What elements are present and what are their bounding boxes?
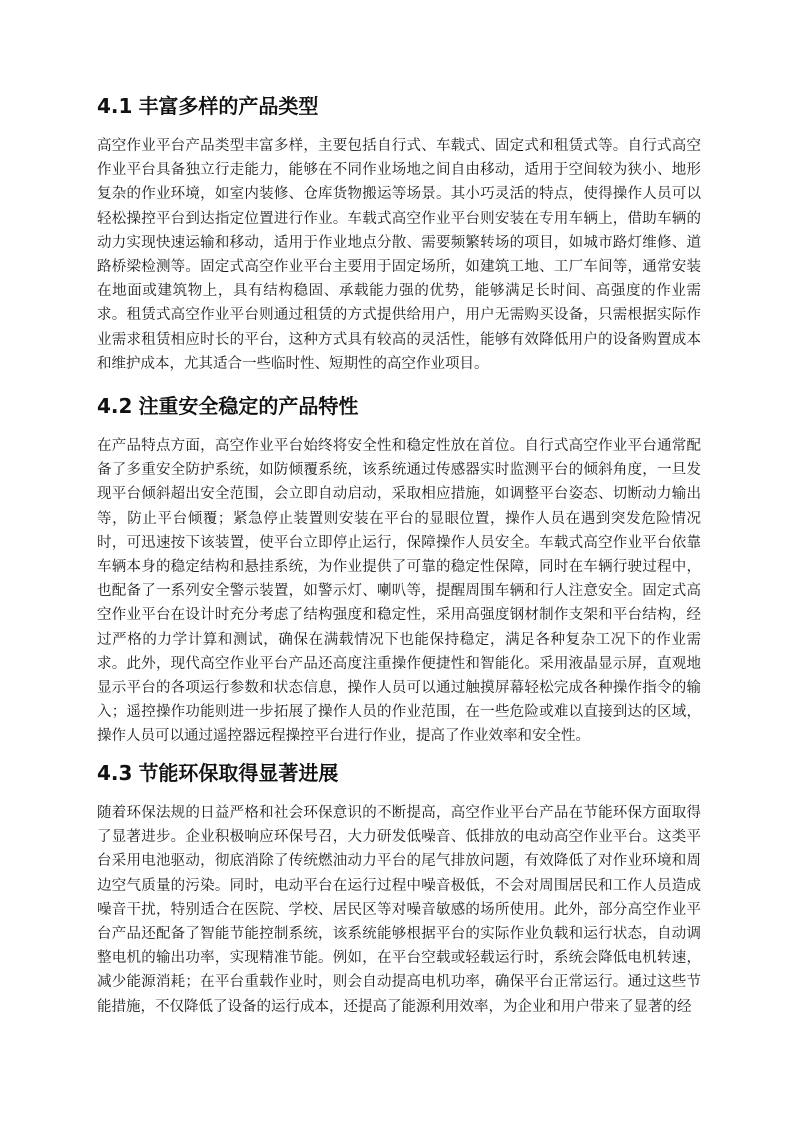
section-number: 4.3 [97, 761, 133, 785]
section-title-text: 节能环保取得显著进展 [138, 761, 339, 785]
section-paragraph: 随着环保法规的日益严格和社会环保意识的不断提高，高空作业平台产品在节能环保方面取得了显著进步。企业积极响应环保号召，大力研发低噪音、低排放的电动高空作业平台。这类平台采用电池驱动，彻底消除了传统燃油动力平台的尾气排放问题，有效降低了对作业环境和周边空气质量的污染。同时，电动平台在运行过程中噪音极低，不会对周围居民和工作人员造成噪音干扰，特别适合在医院、学校、居民区等对噪音敏感的场所使用。此外，部分高空作业平台产品还配备了智能节能控制系统，该系统能够根据平台的实际作业负载和运行状态，自动调整电机的输出功率，实现精准节能。例如，在平台空载或轻载运行时，系统会降低电机转速，减少能源消耗；在平台重载作业时，则会自动提高电机功率，确保平台正常运行。通过这些节能措施，不仅降低了设备的运行成本，还提高了能源利用效率，为企业和用户带来了显著的经 [97, 805, 701, 1015]
section-title-text: 注重安全稳定的产品特性 [138, 394, 359, 418]
section-number: 4.2 [97, 394, 133, 418]
section-title-text: 丰富多样的产品类型 [138, 94, 319, 118]
section-number: 4.1 [97, 94, 133, 118]
section-heading [97, 392, 701, 420]
section-4-2 [97, 392, 701, 749]
section-heading [97, 92, 701, 120]
section-4-1 [97, 92, 701, 376]
section-paragraph: 高空作业平台产品类型丰富多样，主要包括自行式、车载式、固定式和租赁式等。自行式高空作业平台具备独立行走能力，能够在不同作业场地之间自由移动，适用于空间较为狭小、地形复杂的作业环境，如室内装修、仓库货物搬运等场景。其小巧灵活的特点，使得操作人员可以轻松操控平台到达指定位置进行作业。车载式高空作业平台则安装在专用车辆上，借助车辆的动力实现快速运输和移动，适用于作业地点分散、需要频繁转场的项目，如城市路灯维修、道路桥梁检测等。固定式高空作业平台主要用于固定场所，如建筑工地、工厂车间等，通常安装在地面或建筑物上，具有结构稳固、承载能力强的优势，能够满足长时间、高强度的作业需求。租赁式高空作业平台则通过租赁的方式提供给用户，用户无需购买设备，只需根据实际作业需求租赁相应时长的平台，这种方式具有较高的灵活性，能够有效降低用户的设备购置成本和维护成本，尤其适合一些临时性、短期性的高空作业项目。 [97, 138, 701, 372]
section-4-3 [97, 759, 701, 1019]
section-heading [97, 759, 701, 787]
section-paragraph: 在产品特点方面，高空作业平台始终将安全性和稳定性放在首位。自行式高空作业平台通常配备了多重安全防护系统，如防倾覆系统，该系统通过传感器实时监测平台的倾斜角度，一旦发现平台倾斜超出安全范围，会立即自动启动，采取相应措施，如调整平台姿态、切断动力输出等，防止平台倾覆；紧急停止装置则安装在平台的显眼位置，操作人员在遇到突发危险情况时，可迅速按下该装置，使平台立即停止运行，保障操作人员安全。车载式高空作业平台依靠车辆本身的稳定结构和悬挂系统，为作业提供了可靠的稳定性保障，同时在车辆行驶过程中，也配备了一系列安全警示装置，如警示灯、喇叭等，提醒周围车辆和行人注意安全。固定式高空作业平台在设计时充分考虑了结构强度和稳定性，采用高强度钢材制作支架和平台结构，经过严格的力学计算和测试，确保在满载情况下也能保持稳定，满足各种复杂工况下的作业需求。此外，现代高空作业平台产品还高度注重操作便捷性和智能化。采用液晶显示屏，直观地显示平台的各项运行参数和状态信息，操作人员可以通过触摸屏幕轻松完成各种操作指令的输入；遥控操作功能则进一步拓展了操作人员的作业范围，在一些危险或难以直接到达的区域，操作人员可以通过遥控器远程操控平台进行作业，提高了作业效率和安全性。 [97, 438, 701, 745]
